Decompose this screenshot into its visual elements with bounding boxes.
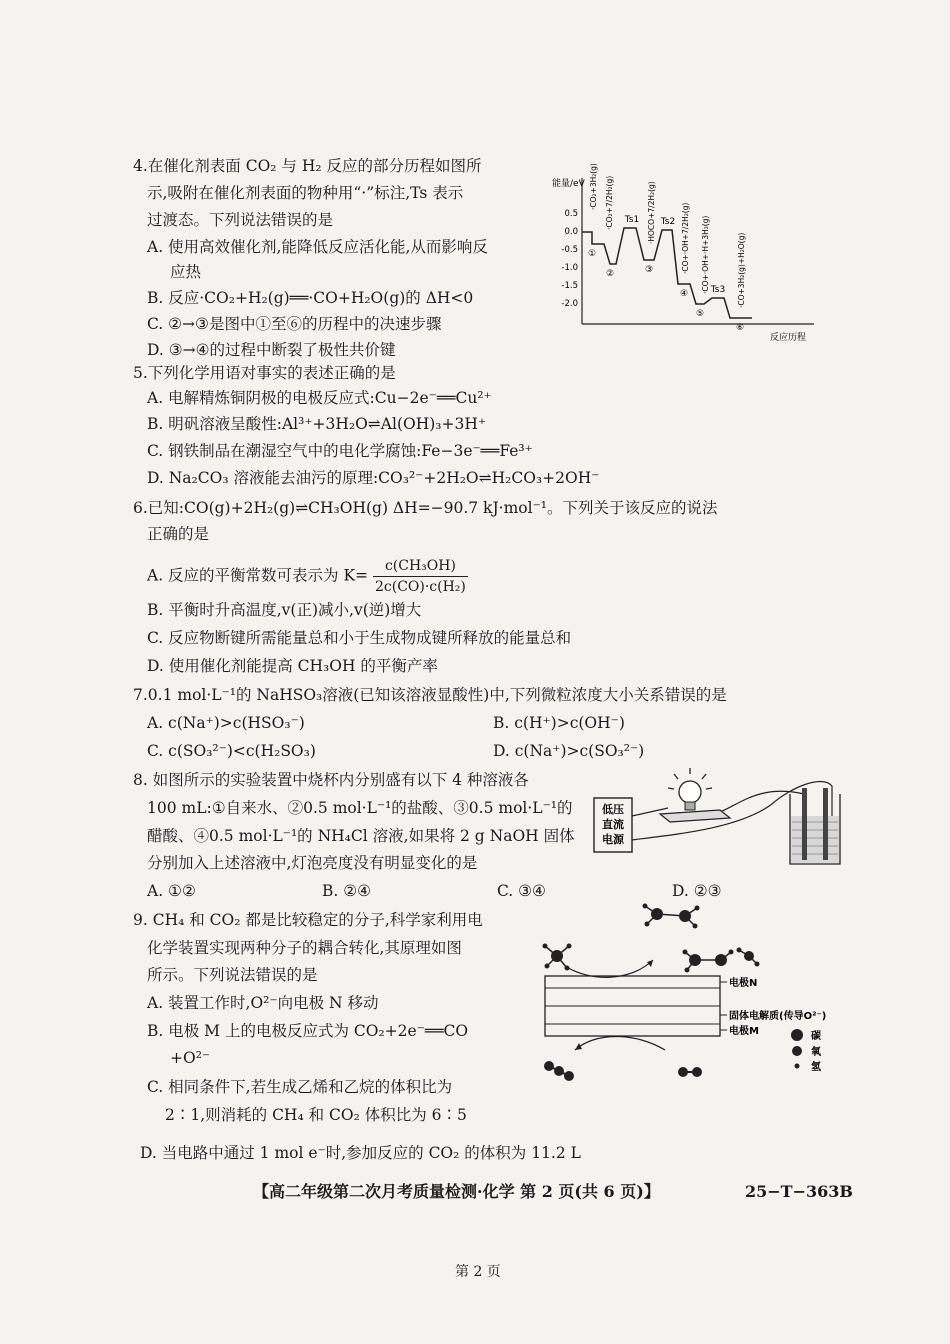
carbon-dioxide-molecule-icon bbox=[544, 1061, 574, 1081]
ethylene-molecule-icon bbox=[683, 950, 734, 973]
q9-option-d: D. 当电路中通过 1 mol e⁻时,参加反应的 CO₂ 的体积为 11.2 L bbox=[140, 1144, 581, 1162]
q9-stem-line2: 化学装置实现两种分子的耦合转化,其原理如图 bbox=[147, 939, 462, 957]
energy-profile-chart bbox=[552, 148, 820, 348]
species-label: ·HOCO+7/2H₂(g) bbox=[647, 181, 656, 244]
q8-stem-line4: 分别加入上述溶液中,灯泡亮度没有明显变化的是 bbox=[147, 854, 478, 872]
ethane-molecule-icon bbox=[643, 904, 700, 929]
q8-option-d: D. ②③ bbox=[672, 882, 722, 900]
carbon-monoxide-molecule-icon bbox=[678, 1067, 702, 1077]
species-label: ·CO+3H₂(g)+H₂O(g) bbox=[737, 232, 746, 308]
electrolyte-label: 固体电解质(传导O²⁻) bbox=[729, 1011, 827, 1022]
q5-stem: 5.下列化学用语对事实的表述正确的是 bbox=[133, 364, 396, 382]
y-tick: -1.0 bbox=[561, 263, 578, 273]
top-arrow bbox=[565, 960, 653, 977]
q8-stem-line1: 8. 如图所示的实验装置中烧杯内分别盛有以下 4 种溶液各 bbox=[133, 771, 529, 789]
power-label: 低压 bbox=[602, 803, 624, 816]
species-label: ·CO+·OH+7/2H₂(g) bbox=[681, 202, 690, 274]
q8-stem-line2: 100 mL:①自来水、②0.5 mol·L⁻¹的盐酸、③0.5 mol·L⁻¹的 bbox=[147, 799, 573, 817]
y-tick: -0.5 bbox=[561, 245, 578, 255]
power-label: 直流 bbox=[602, 818, 624, 831]
q5-option-a: A. 电解精炼铜阴极的电极反应式:Cu−2e⁻══Cu²⁺ bbox=[147, 389, 492, 407]
water-molecule-icon bbox=[737, 948, 760, 967]
fraction-denominator: 2c(CO)·c(H₂) bbox=[374, 579, 466, 595]
q6-option-d: D. 使用催化剂能提高 CH₃OH 的平衡产率 bbox=[147, 657, 438, 675]
exam-code: 25−T−363B bbox=[745, 1182, 853, 1201]
electrode bbox=[802, 788, 807, 860]
state-label: Ts2 bbox=[660, 217, 676, 227]
q6-option-a bbox=[147, 556, 468, 597]
species-label: ·CO₂+3H₂(g) bbox=[589, 163, 598, 210]
legend-carbon: 碳 bbox=[811, 1031, 821, 1042]
state-label: ① bbox=[587, 249, 597, 259]
q4-option-c: C. ②→③是图中①至⑥的历程中的决速步骤 bbox=[147, 315, 442, 333]
chart-ylabel: 能量/eV bbox=[552, 179, 585, 189]
q7-stem: 7.0.1 mol·L⁻¹的 NaHSO₃溶液(已知该溶液显酸性)中,下列微粒浓度大小关系错误的是 bbox=[133, 686, 727, 704]
q7-option-c: C. c(SO₃²⁻)<c(H₂SO₃) bbox=[147, 742, 316, 760]
bottom-arrow bbox=[575, 1037, 665, 1051]
q9-option-c: C. 相同条件下,若生成乙烯和乙烷的体积比为 bbox=[147, 1078, 453, 1096]
q4-stem-line3: 过渡态。下列说法错误的是 bbox=[147, 211, 334, 229]
electrode bbox=[823, 788, 828, 860]
q9-option-c-cont: 2∶1,则消耗的 CH₄ 和 CO₂ 体积比为 6∶5 bbox=[165, 1106, 467, 1124]
q5-option-c: C. 钢铁制品在潮湿空气中的电化学腐蚀:Fe−3e⁻══Fe³⁺ bbox=[147, 442, 533, 460]
state-label: ② bbox=[605, 269, 615, 279]
solution bbox=[791, 816, 839, 863]
q6-stem-line1: 6.已知:CO(g)+2H₂(g)⇌CH₃OH(g) ΔH=−90.7 kJ·mol⁻¹。下列关于该反应的说法 bbox=[133, 499, 718, 517]
q4-option-a: A. 使用高效催化剂,能降低反应活化能,从而影响反 bbox=[147, 238, 488, 256]
y-tick: -1.5 bbox=[561, 281, 578, 291]
lamp-base bbox=[660, 810, 730, 822]
legend-hydrogen: 氢 bbox=[811, 1062, 821, 1073]
state-label: Ts3 bbox=[710, 285, 726, 295]
species-label: ·CO₂+7/2H₂(g) bbox=[605, 175, 614, 230]
q8-stem-line3: 醋酸、④0.5 mol·L⁻¹的 NH₄Cl 溶液,如果将 2 g NaOH 固体 bbox=[147, 827, 575, 845]
q6-option-b: B. 平衡时升高温度,v(正)减小,v(逆)增大 bbox=[147, 601, 422, 619]
methane-molecule-icon bbox=[543, 944, 572, 971]
state-label: ⑤ bbox=[695, 309, 705, 319]
legend-oxygen: 氧 bbox=[811, 1047, 821, 1058]
q7-option-a: A. c(Na⁺)>c(HSO₃⁻) bbox=[147, 714, 305, 732]
y-tick: -2.0 bbox=[561, 299, 578, 309]
q6-option-a-text: A. 反应的平衡常数可表示为 K= bbox=[147, 566, 369, 585]
y-tick: 0.5 bbox=[564, 209, 578, 219]
page-number: 第 2 页 bbox=[455, 1264, 501, 1280]
atom-legend bbox=[791, 1029, 822, 1073]
page-footer-title: 【高二年级第二次月考质量检测·化学 第 2 页(共 6 页)】 bbox=[253, 1182, 660, 1201]
q4-stem-line2: 示,吸附在催化剂表面的物种用“·”标注,Ts 表示 bbox=[147, 184, 464, 202]
q6-stem-line2: 正确的是 bbox=[147, 525, 210, 543]
power-label: 电源 bbox=[602, 833, 624, 846]
q4-stem-line1: 4.在催化剂表面 CO₂ 与 H₂ 反应的部分历程如图所 bbox=[133, 157, 482, 175]
q9-option-a: A. 装置工作时,O²⁻向电极 N 移动 bbox=[147, 994, 379, 1012]
q7-option-d: D. c(Na⁺)>c(SO₃²⁻) bbox=[493, 742, 645, 760]
state-label: ④ bbox=[679, 289, 689, 299]
q5-option-b: B. 明矾溶液呈酸性:Al³⁺+3H₂O⇌Al(OH)₃+3H⁺ bbox=[147, 415, 487, 433]
y-tick: 0.0 bbox=[564, 227, 578, 237]
q5-option-d: D. Na₂CO₃ 溶液能去油污的原理:CO₃²⁻+2H₂O⇌H₂CO₃+2OH⁻ bbox=[147, 469, 600, 487]
electrochemical-cell-diagram bbox=[535, 900, 880, 1085]
species-label: ·CO+·OH+·H+3H₂(g) bbox=[701, 215, 710, 294]
electrode-m-label: 电极M bbox=[729, 1026, 759, 1037]
q7-option-b: B. c(H⁺)>c(OH⁻) bbox=[493, 714, 625, 732]
q8-option-c: C. ③④ bbox=[497, 882, 546, 900]
q8-option-b: B. ②④ bbox=[322, 882, 372, 900]
q4-option-b: B. 反应·CO₂+H₂(g)══·CO+H₂O(g)的 ΔH<0 bbox=[147, 289, 474, 307]
q8-option-a: A. ①② bbox=[147, 882, 196, 900]
fraction-numerator: c(CH₃OH) bbox=[373, 556, 468, 577]
q4-option-d: D. ③→④的过程中断裂了极性共价键 bbox=[147, 341, 396, 359]
equilibrium-constant-fraction bbox=[373, 556, 468, 597]
q9-option-b: B. 电极 M 上的电极反应式为 CO₂+2e⁻══CO bbox=[147, 1022, 469, 1040]
q9-stem-line3: 所示。下列说法错误的是 bbox=[147, 966, 318, 984]
electrode-n-label: 电极N bbox=[729, 978, 758, 989]
q4-option-a-cont: 应热 bbox=[170, 263, 202, 281]
conductivity-apparatus bbox=[590, 764, 850, 872]
q9-stem-line1: 9. CH₄ 和 CO₂ 都是比较稳定的分子,科学家利用电 bbox=[133, 911, 483, 929]
q6-option-c: C. 反应物断键所需能量总和小于生成物成键所释放的能量总和 bbox=[147, 629, 572, 647]
light-bulb-icon bbox=[679, 781, 701, 803]
state-label: ⑥ bbox=[735, 323, 745, 333]
state-label: ③ bbox=[644, 265, 654, 275]
chart-xlabel: 反应历程 bbox=[770, 333, 807, 343]
q9-option-b-cont: +O²⁻ bbox=[170, 1049, 211, 1067]
state-label: Ts1 bbox=[624, 215, 640, 225]
